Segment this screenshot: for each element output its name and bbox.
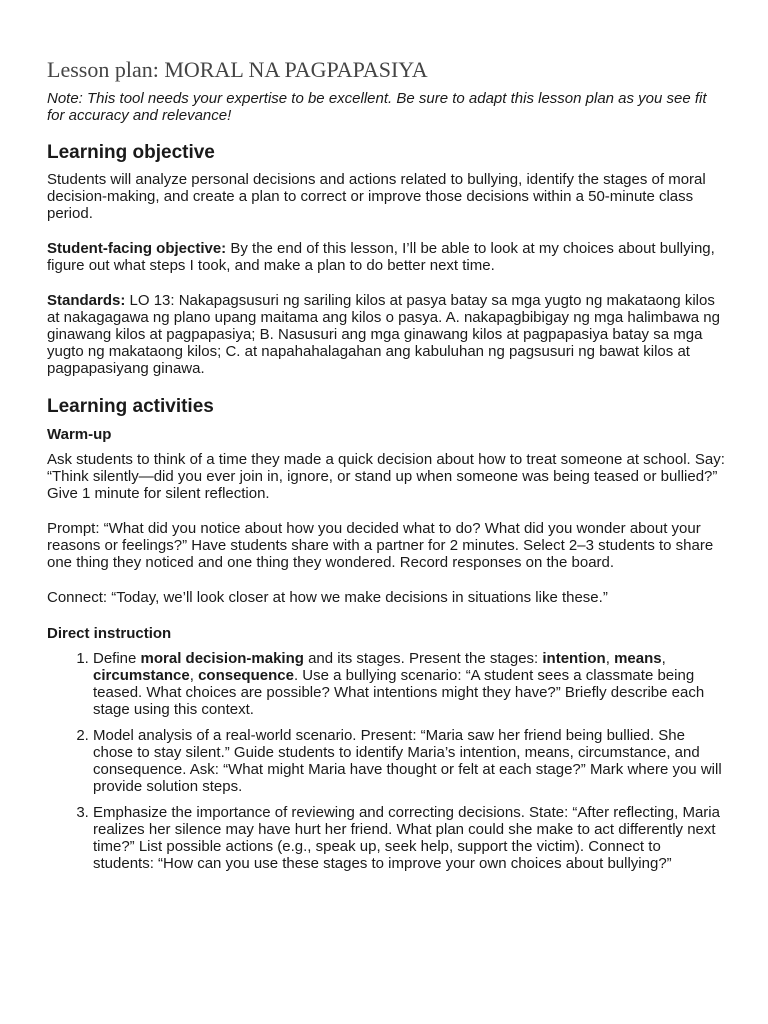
- warmup-heading: Warm-up: [47, 426, 112, 443]
- student-objective-text: By the end of this lesson, I’ll be able to look at my choices about bullying, figure out what steps I took, and make a plan to do better next time.: [47, 240, 715, 274]
- item-text: Define: [93, 650, 141, 667]
- item-text: ,: [189, 667, 199, 684]
- warmup-paragraph-1: Ask students to think of a time they made a quick decision about how to treat someone at school. Say: “Think silently—did you ever join in, ignore, or stand up when someone was being teased or bullied?” Give 1 minute for silent reflection.: [47, 451, 725, 502]
- term-circumstance: circumstance: [93, 667, 190, 684]
- warmup-paragraph-3: Connect: “Today, we’ll look closer at how we make decisions in situations like these.”: [47, 589, 608, 606]
- warmup-paragraph-2: Prompt: “What did you notice about how you decided what to do? What did you wonder about your reasons or feelings?” Have students share with a partner for 2 minutes. Select 2–3 students to share one thing they noticed and one thing they wondered. Record responses on the board.: [47, 520, 714, 571]
- list-item: 2. Model analysis of a real-world scenario. Present: “Maria saw her friend being bullied. She chose to stay silent.” Guide students to identify Maria’s intention, means, circumstance, and consequence. Ask: “What might Maria have thought or felt at each stage?” Mark where you will provide solution steps.: [93, 727, 725, 795]
- learning-objective-heading: Learning objective: [47, 142, 215, 163]
- term-intention: intention: [542, 650, 606, 667]
- lesson-plan-document: [47, 56, 725, 881]
- learning-activities-heading: Learning activities: [47, 396, 214, 417]
- item-text: ,: [661, 650, 666, 667]
- list-item: 3. Emphasize the importance of reviewing and correcting decisions. State: “After reflecting, Maria realizes her silence may have hurt her friend. What plan could she make to act differently next time?” List possible actions (e.g., speak up, seek help, support the victim). Connect to students: “How can you use these stages to improve your own choices about bullying?”: [93, 804, 725, 872]
- term-consequence: consequence: [198, 667, 294, 684]
- standards-text: LO 13: Nakapagsusuri ng sariling kilos at pasya batay sa mga yugto ng makataong kilos at nakagagawa ng plano upang maitama ang kilos o pasya. A. nakapagbibigay ng mga halimbawa ng ginawang kilos at pagpapasiya; B. Nasusuri ang mga ginawang kilos at pagpapasiya batay sa mga yugto ng makataong kilos; C. at napahahalagahan ang kabuluhan ng pagsusuri ng bawat kilos at pagpapasiyang ginawa.: [47, 292, 720, 377]
- term-means: means: [614, 650, 662, 667]
- item-text: and its stages. Present the stages:: [303, 650, 543, 667]
- standards-label: Standards:: [47, 292, 126, 309]
- student-facing-objective: [47, 240, 725, 274]
- student-objective-label: Student-facing objective:: [47, 240, 227, 257]
- learning-objective-text: Students will analyze personal decisions and actions related to bullying, identify the stages of moral decision-making, and create a plan to correct or improve those decisions within a 50-minute class period.: [47, 171, 706, 222]
- term-moral-decision-making: moral decision-making: [140, 650, 304, 667]
- adaptation-note: Note: This tool needs your expertise to be excellent. Be sure to adapt this lesson plan as you see fit for accuracy and relevance!: [47, 90, 707, 124]
- direct-instruction-list: [47, 650, 725, 872]
- standards-paragraph: [47, 292, 725, 377]
- item-text: . Use a bullying scenario: “A student sees a classmate being teased. What choices are possible? What intentions might they have?” Briefly describe each stage using this context.: [93, 667, 705, 718]
- page-title: Lesson plan: MORAL NA PAGPAPASIYA: [47, 57, 428, 82]
- direct-instruction-heading: Direct instruction: [47, 625, 172, 642]
- list-item: [93, 650, 725, 718]
- item-text: ,: [605, 650, 615, 667]
